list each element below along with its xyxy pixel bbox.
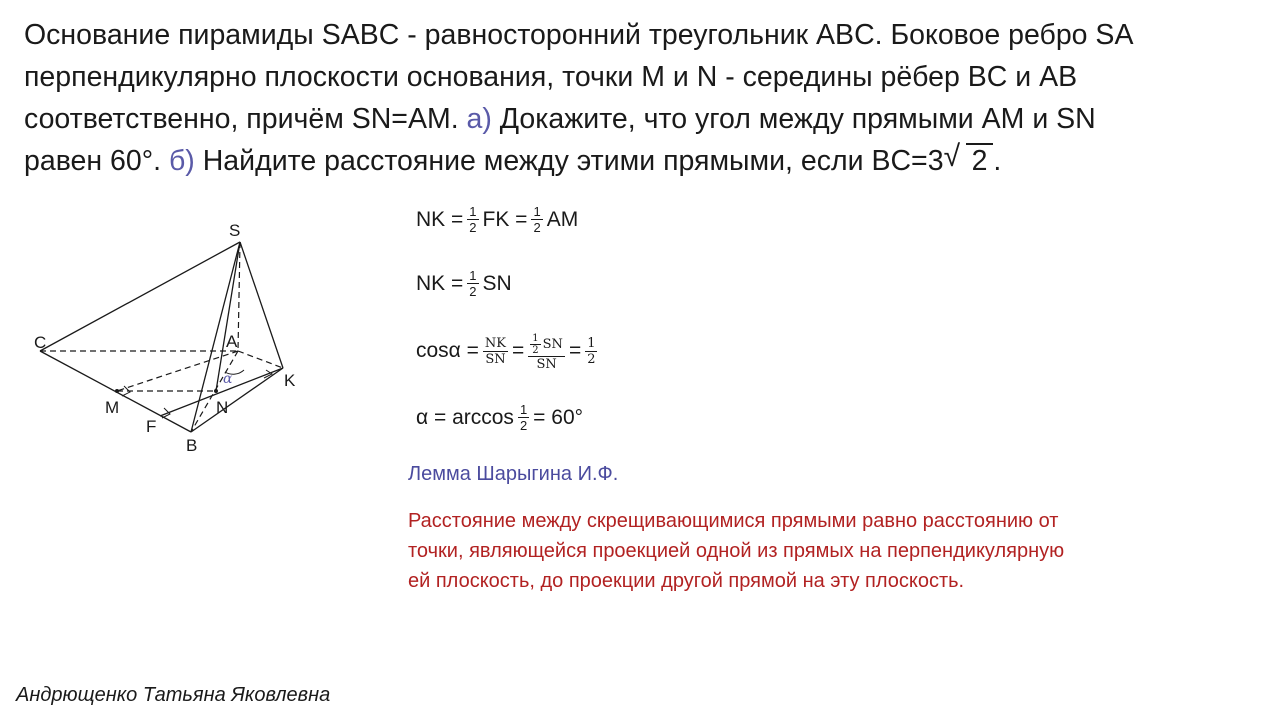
fraction-half-4: $\frac{1}{2}$ — [519, 402, 528, 433]
formula-cos-alpha — [416, 330, 601, 372]
problem-line-1: Основание пирамиды SABC - равносторонний треугольник ABC. Боковое ребро SA — [24, 19, 1134, 51]
problem-line-4-text: равен 60°. — [24, 145, 169, 177]
fraction-half-result: $\frac{1}{2}$ — [587, 335, 596, 367]
part-b-text: Найдите расстояние между этими прямыми, если BC=3 — [194, 145, 944, 177]
part-b-label: б) — [168, 145, 195, 177]
fraction-half-3: $\frac{1}{2}$ — [469, 268, 477, 299]
formula-3-eq-1: = — [512, 339, 525, 362]
part-a-text: Докажите, что угол между прямыми AM и SN — [491, 103, 1096, 135]
problem-line-3 — [24, 98, 1264, 140]
label-f: F — [146, 417, 157, 436]
radical-sign: √ — [943, 140, 961, 173]
edge-sc — [40, 242, 240, 351]
lemma-statement — [408, 506, 1228, 596]
formula-1-part-b: FK = — [482, 207, 528, 231]
edge-sa-hidden — [238, 242, 240, 351]
label-alpha: α — [223, 371, 233, 387]
problem-end: . — [993, 145, 1002, 177]
lemma-title: Лемма Шарыгина И.Ф. — [408, 463, 619, 485]
formula-1-part-a: NK = — [416, 207, 464, 231]
lemma-line-2: точки, являющейся проекцией одной из прямых на перпендикулярную — [408, 540, 1065, 562]
label-b: B — [186, 436, 198, 455]
formula-1-part-c: AM — [546, 207, 579, 231]
label-s: S — [229, 221, 241, 240]
part-a-label: а) — [466, 103, 492, 135]
point-n — [214, 389, 218, 393]
lemma-line-3: ей плоскость, до проекции другой прямой на эту плоскость. — [408, 570, 965, 592]
radicand: 2 — [966, 143, 994, 177]
fraction-half-sn-over-sn: $\frac{1}{2}$ SN SN — [528, 330, 565, 372]
author-name: Андрющенко Татьяна Яковлевна — [16, 684, 331, 706]
fraction-half-1: $\frac{1}{2}$ — [469, 204, 477, 235]
formula-nk-fk — [416, 204, 578, 235]
formula-2-part-a: NK = — [416, 271, 464, 295]
label-a: A — [226, 332, 238, 351]
problem-line-2: перпендикулярно плоскости основания, точки M и N - середины рёбер BC и AB — [24, 61, 1078, 93]
label-k: K — [284, 371, 296, 390]
formula-2-part-b: SN — [482, 271, 512, 295]
formula-4-part-b: = 60° — [533, 405, 584, 429]
label-c: C — [34, 333, 47, 352]
label-n: N — [216, 398, 229, 417]
point-m — [115, 389, 119, 393]
edge-ak-hidden — [238, 351, 283, 368]
fraction-nk-sn: $\frac{NK}{SN}$ — [484, 335, 507, 367]
edge-sk — [240, 242, 283, 368]
formula-alpha-arccos — [416, 402, 583, 433]
problem-line-3-text: соответственно, причём SN=AM. — [24, 103, 467, 135]
formula-3-eq-2: = — [568, 339, 582, 362]
pyramid-figure — [0, 210, 320, 460]
lemma-line-1: Расстояние между скрещивающимися прямыми равно расстоянию от — [408, 510, 1059, 532]
formula-4-part-a: α = arccos — [416, 405, 514, 429]
sqrt-expression — [944, 140, 994, 182]
formula-nk-sn — [416, 268, 512, 299]
fraction-inner-half: $\frac{1}{2}$ — [532, 333, 539, 356]
fraction-half-2: $\frac{1}{2}$ — [533, 204, 541, 235]
problem-line-4 — [24, 140, 1264, 182]
problem-statement — [24, 14, 1264, 182]
formula-3-part-a: cosα = — [416, 339, 479, 362]
label-m: M — [105, 398, 120, 417]
